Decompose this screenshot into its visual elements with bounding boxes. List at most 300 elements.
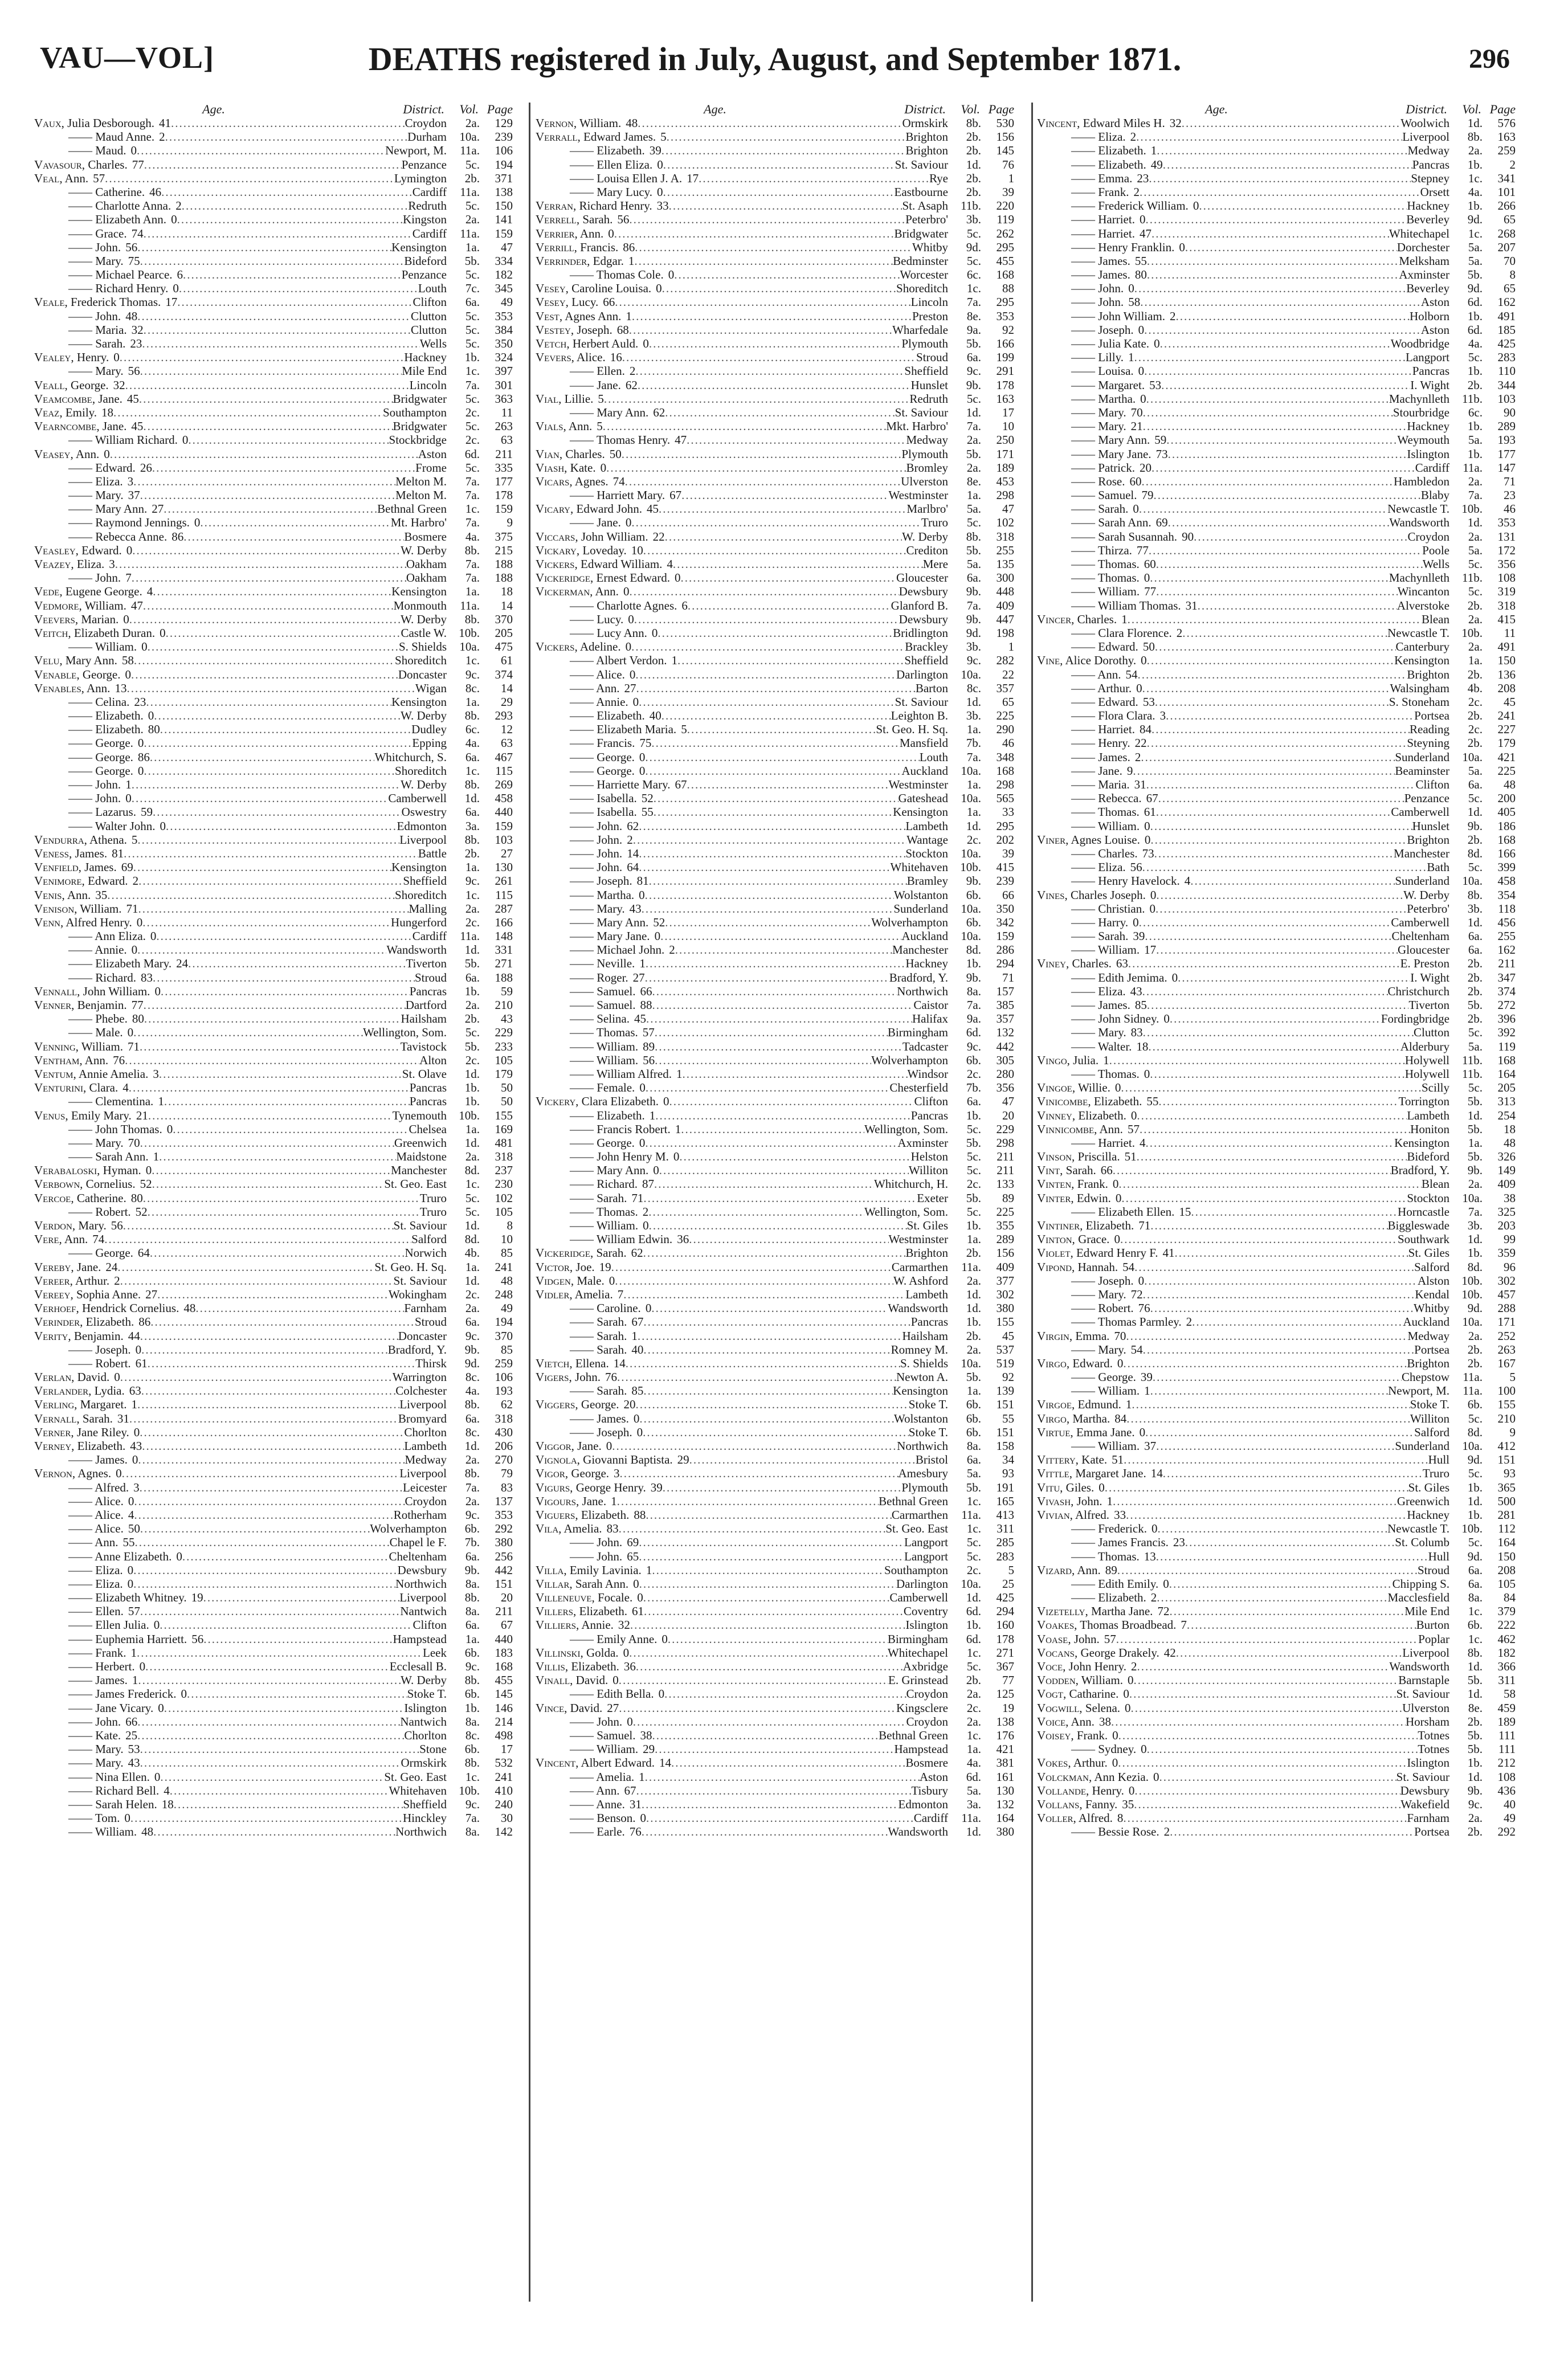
entry-forenames: Harriette Mary. [597, 778, 671, 791]
leader-dots [643, 1191, 917, 1205]
register-entry [536, 1481, 1014, 1494]
leader-dots [1140, 295, 1421, 309]
entry-volume: 5a. [1468, 543, 1483, 557]
leader-dots [1152, 227, 1389, 240]
entry-forenames: Joseph. [597, 1425, 632, 1439]
entry-name [536, 544, 627, 557]
entry-volume: 5c. [966, 226, 981, 240]
entry-age: 0 [1141, 1742, 1147, 1756]
entry-age: 4 [667, 557, 673, 571]
entry-volume: 6b. [966, 915, 981, 929]
entry-volume: 1a. [465, 1632, 480, 1646]
entry-age: 0 [1151, 1522, 1158, 1536]
entry-age: 5 [131, 832, 138, 847]
entry-forenames: Mary. [1098, 1025, 1126, 1040]
entry-page: 83 [501, 1480, 513, 1494]
entry-volume: 2c. [465, 405, 480, 419]
entry-forenames: Agnes. [574, 474, 609, 488]
entry-district: Alverstoke [1396, 598, 1449, 612]
entry-name: —— Joseph. [68, 1342, 131, 1356]
entry-forenames: Mary Ann. [597, 405, 649, 419]
entry-name [1037, 1232, 1109, 1246]
entry-age: 0 [623, 585, 630, 599]
entry-forenames: Edwin. [1076, 1191, 1111, 1205]
entry-age: 71 [631, 1191, 644, 1205]
entry-district: Hailsham [902, 1329, 948, 1343]
entry-volume: 7a. [1468, 488, 1483, 502]
leader-dots [1176, 309, 1410, 323]
entry-volume: 6d. [464, 447, 480, 461]
entry-name: —— Elizabeth Mary. [68, 957, 172, 971]
entry-volume: 2b. [1467, 1714, 1483, 1729]
register-entry [536, 1508, 1014, 1522]
entry-surname: Vernon, [536, 116, 577, 130]
register-entry [34, 1591, 513, 1604]
entry-page: 172 [1497, 543, 1516, 557]
register-entry [1037, 998, 1516, 1012]
entry-age: 7 [125, 571, 132, 585]
entry-age: 1 [675, 1122, 681, 1136]
register-entry [1037, 1784, 1516, 1797]
entry-name [536, 1618, 614, 1632]
entry-forenames: Francis. [597, 736, 635, 750]
entry-district: S. Stoneham [1389, 694, 1449, 709]
register-entry [536, 1577, 1014, 1591]
entry-name: —— John Henry M. [570, 1150, 669, 1164]
register-entry [1037, 130, 1516, 144]
entry-volume: 6b. [464, 1522, 480, 1536]
entry-forenames: John. [1073, 1632, 1100, 1646]
entry-district: Stourbridge [1393, 405, 1449, 419]
register-entry [34, 1205, 513, 1219]
entry-volume: 5c. [1468, 860, 1483, 875]
entry-forenames: George. [597, 1135, 635, 1150]
entry-page: 151 [495, 1576, 513, 1591]
entry-district: Horncastle [1398, 1204, 1449, 1219]
entry-forenames: Richard Henry. [579, 199, 652, 213]
entry-page: 357 [996, 1012, 1014, 1026]
entry-age: 74 [131, 226, 144, 240]
entry-age: 48 [141, 1825, 154, 1839]
leader-dots [635, 668, 896, 681]
entry-district: Stockton [1407, 1191, 1449, 1205]
entry-district: Bradford, Y. [387, 1342, 447, 1356]
entry-name: —— Sarah Ann. [68, 1150, 149, 1164]
entry-age: 0 [1138, 1273, 1145, 1288]
entry-surname: Veasey, [34, 447, 74, 461]
register-entry [34, 1301, 513, 1315]
entry-name [34, 1274, 109, 1288]
leader-dots [636, 681, 916, 695]
entry-district: Pancras [1412, 157, 1449, 171]
register-entry [34, 585, 513, 598]
entry-age: 35 [95, 888, 108, 902]
entry-age: 87 [642, 1177, 654, 1191]
entry-name [1037, 1191, 1111, 1205]
entry-page: 130 [495, 860, 513, 875]
entry-volume: 6a. [1468, 929, 1483, 943]
entry-surname: Veevers, [34, 612, 79, 626]
entry-surname: Veale, [34, 295, 68, 309]
entry-name: —— Rebecca. [1071, 791, 1142, 806]
entry-name: —— Euphemia Harriett. [68, 1632, 187, 1646]
entry-forenames: Sarah. [597, 1342, 627, 1356]
entry-surname: Vavasour, [34, 157, 85, 171]
entry-volume: 8c. [465, 1728, 480, 1742]
entry-volume: 5a. [966, 557, 981, 571]
entry-volume: 11a. [961, 1260, 981, 1274]
entry-age: 54 [1125, 667, 1138, 681]
entry-name [536, 557, 662, 571]
leader-dots [132, 544, 401, 557]
entry-district: Maidstone [396, 1150, 447, 1164]
entry-name: —— Tom. [68, 1811, 120, 1825]
register-entry [34, 668, 513, 681]
entry-page: 199 [996, 350, 1014, 365]
leader-dots [615, 295, 910, 309]
leader-dots [649, 337, 902, 350]
entry-age: 80 [1134, 268, 1147, 282]
entry-page: 19 [1002, 1701, 1014, 1715]
entry-district: Rotherham [393, 1507, 447, 1522]
entry-volume: 6a. [1468, 778, 1483, 791]
entry-district: Sheffield [403, 874, 447, 888]
leader-dots [1124, 1453, 1428, 1466]
register-entry [536, 116, 1014, 130]
entry-district: Gloucester [896, 571, 948, 585]
entry-name: —— Isabella. [570, 805, 637, 819]
entry-volume: 2b. [464, 171, 480, 185]
entry-forenames: Elizabeth. [77, 1439, 126, 1453]
entry-age: 20 [623, 1398, 636, 1412]
entry-surname: Vint, [1037, 1163, 1063, 1178]
entry-page: 353 [996, 309, 1014, 323]
entry-district: Caistor [913, 998, 948, 1012]
entry-age: 55 [1134, 254, 1147, 268]
entry-district: Machynlleth [1389, 391, 1449, 406]
entry-district: Southampton [884, 1563, 948, 1577]
entry-district: Southwark [1398, 1232, 1449, 1247]
entry-forenames: Ann. [67, 888, 91, 902]
register-entry [536, 544, 1014, 557]
entry-volume: 7b. [966, 1081, 981, 1095]
entry-volume: 1c. [1468, 171, 1483, 185]
entry-district: Brighton [1407, 832, 1449, 847]
entry-age: 36 [623, 1660, 636, 1673]
leader-dots [689, 1232, 888, 1246]
leader-dots [146, 695, 391, 709]
leader-dots [166, 626, 401, 640]
entry-district: Newport, M. [385, 144, 447, 158]
entry-page: 392 [1497, 1025, 1516, 1040]
entry-age: 1 [1121, 612, 1128, 626]
entry-district: Bridgwater [894, 226, 948, 240]
register-entry [34, 144, 513, 157]
register-entry [536, 295, 1014, 309]
entry-name [34, 378, 109, 392]
entry-name: —— Thomas. [570, 1025, 638, 1040]
entry-name [536, 1646, 619, 1660]
entry-forenames: Elizabeth Mary. [95, 957, 172, 971]
entry-district: Truro [419, 1204, 447, 1219]
entry-page: 159 [495, 502, 513, 516]
entry-name: —— John William. [1071, 309, 1166, 323]
entry-name: —— Joseph. [1071, 322, 1134, 337]
entry-forenames: Frank. [1076, 1728, 1108, 1742]
entry-name: —— William. [570, 1053, 639, 1067]
register-entry [34, 1274, 513, 1288]
entry-name [34, 860, 117, 874]
entry-name: —— Mary Ann. [1071, 433, 1150, 447]
register-entry [536, 1797, 1014, 1811]
entry-page: 164 [996, 1811, 1014, 1825]
register-entry [1037, 1053, 1516, 1067]
entry-age: 2 [1186, 1315, 1193, 1329]
entry-forenames: Agnes. [77, 1466, 112, 1481]
entry-forenames: John. [597, 1714, 623, 1729]
entry-age: 0 [132, 1453, 138, 1467]
entry-district: Bradford, Y. [1390, 1163, 1449, 1178]
entry-district: Tavistock [400, 1039, 447, 1053]
register-entry [536, 1811, 1014, 1825]
entry-volume: 9d. [1467, 281, 1483, 296]
entry-age: 29 [677, 1453, 689, 1467]
entry-district: Aston [418, 447, 447, 461]
register-entry [536, 1177, 1014, 1191]
entry-volume: 10b. [459, 626, 480, 640]
entry-name: —— Eliza. [1071, 984, 1126, 998]
entry-volume: 10b. [1461, 1287, 1483, 1301]
register-entry [536, 1756, 1014, 1770]
entry-district: Amesbury [898, 1466, 948, 1481]
entry-page: 11 [501, 405, 513, 419]
entry-name [34, 392, 122, 406]
entry-district: Bosmere [404, 529, 447, 544]
entry-name [34, 1260, 101, 1274]
entry-name: —— Elizabeth. [570, 144, 645, 158]
entry-name: —— Edward. [1071, 694, 1138, 709]
leader-dots [1148, 1040, 1400, 1053]
entry-name [1037, 1122, 1123, 1136]
entry-page: 409 [996, 598, 1014, 612]
entry-page: 77 [1002, 1673, 1014, 1687]
entry-forenames: Charles. [1072, 957, 1112, 971]
leader-dots [669, 1094, 914, 1108]
entry-page: 39 [1002, 846, 1014, 860]
entry-surname: Vickers, [536, 557, 578, 571]
entry-district: Woodbridge [1390, 337, 1449, 350]
entry-volume: 1c. [465, 763, 480, 778]
register-entry [536, 281, 1014, 295]
register-entry [34, 929, 513, 943]
entry-page: 186 [1497, 819, 1516, 833]
entry-page: 12 [501, 722, 513, 737]
entry-page: 84 [1504, 1591, 1516, 1605]
leader-dots [659, 1163, 909, 1177]
entry-district: Bosmere [905, 1756, 948, 1770]
entry-name: —— Roger. [570, 970, 628, 984]
entry-district: Preston [912, 309, 948, 323]
entry-surname: Vittery, [1037, 1453, 1079, 1467]
entry-district: Kensington [391, 240, 447, 254]
entry-age: 4 [1184, 874, 1191, 888]
entry-forenames: Emma. [1098, 171, 1133, 185]
entry-surname: Vinnicombe, [1037, 1122, 1097, 1136]
entry-forenames: Edward Henry F. [1076, 1246, 1158, 1260]
entry-age: 56 [125, 240, 138, 254]
entry-page: 227 [1497, 722, 1516, 737]
entry-district: Fordingbridge [1381, 1012, 1449, 1026]
entry-surname: Vivash, [1037, 1494, 1074, 1508]
entry-district: Kensington [1394, 653, 1449, 668]
register-entry [1037, 309, 1516, 323]
entry-forenames: Joseph. [1098, 322, 1134, 337]
entry-district: Clifton [1415, 778, 1449, 791]
entry-surname: Vokes, [1037, 1756, 1071, 1770]
entry-age: 0 [1138, 364, 1145, 378]
entry-district: Auckland [901, 763, 948, 778]
entry-name: —— Thomas Cole. [570, 268, 664, 282]
entry-page: 212 [1497, 1756, 1516, 1770]
entry-page: 150 [495, 199, 513, 213]
entry-page: 79 [501, 1466, 513, 1481]
entry-district: Blean [1422, 1177, 1449, 1191]
entry-page: 229 [495, 1025, 513, 1040]
leader-dots [1153, 1370, 1402, 1384]
entry-age: 0 [1163, 1012, 1170, 1026]
entry-district: St. Saviour [1396, 1687, 1449, 1701]
register-entry [1037, 1150, 1516, 1163]
entry-volume: 11a. [460, 226, 480, 240]
leader-dots [643, 1384, 893, 1398]
register-entry [34, 199, 513, 213]
entry-page: 530 [996, 116, 1014, 130]
entry-page: 145 [495, 1687, 513, 1701]
entry-name [536, 502, 642, 516]
entry-district: Northwich [897, 1439, 948, 1453]
entry-volume: 3b. [966, 709, 981, 723]
leader-dots [182, 199, 409, 213]
entry-surname: Vizetelly, [1037, 1604, 1088, 1619]
entry-age: 62 [631, 1246, 643, 1260]
entry-name: —— William. [1071, 1384, 1140, 1398]
entry-name [1037, 1246, 1158, 1260]
entry-district: Farnham [404, 1301, 447, 1315]
leader-dots [1133, 764, 1395, 778]
entry-page: 155 [996, 1315, 1014, 1329]
entry-volume: 5c. [966, 1122, 981, 1136]
entry-name [1037, 1811, 1113, 1825]
entry-page: 370 [495, 612, 513, 626]
entry-district: Tiverton [1408, 998, 1449, 1012]
entry-forenames: George. [571, 1466, 610, 1481]
register-entry [536, 722, 1014, 736]
page-heading: Page [988, 103, 1014, 116]
leader-dots [160, 1770, 384, 1784]
entry-surname: Veall, [34, 378, 68, 392]
entry-district: Chelsea [409, 1122, 447, 1136]
entry-district: Monmouth [393, 598, 447, 612]
leader-dots [1143, 1025, 1414, 1039]
entry-name [34, 447, 99, 461]
entry-district: Salford [1414, 1260, 1449, 1274]
entry-forenames: Mary. [95, 1135, 124, 1150]
entry-surname: Verity, [34, 1329, 71, 1343]
register-entry [34, 171, 513, 185]
entry-district: Penzance [1404, 791, 1449, 806]
entry-volume: 7b. [966, 736, 981, 750]
entry-age: 81 [636, 874, 649, 888]
entry-volume: 5b. [966, 447, 981, 461]
entry-name: —— Herbert. [68, 1660, 135, 1673]
entry-forenames: John Henry. [1068, 1660, 1126, 1673]
entry-age: 17 [687, 171, 699, 185]
entry-age: 50 [1142, 640, 1155, 654]
entry-volume: 9c. [966, 1039, 981, 1053]
entry-district: W. Derby [1403, 888, 1449, 902]
entry-age: 14 [1150, 1466, 1163, 1481]
leader-dots [140, 1481, 403, 1494]
entry-forenames: Mary. [95, 488, 124, 502]
register-entry [1037, 1384, 1516, 1398]
entry-page: 171 [1497, 1315, 1516, 1329]
entry-district: Shoreditch [395, 653, 447, 668]
entry-name: —— Ellen Eliza. [570, 157, 653, 171]
entry-age: 2 [627, 832, 633, 847]
entry-page: 138 [495, 185, 513, 199]
leader-dots [1123, 1356, 1407, 1370]
leader-dots [1190, 874, 1395, 888]
entry-volume: 1a. [966, 488, 981, 502]
entry-volume: 9b. [1467, 1163, 1483, 1178]
entry-forenames: Rebecca. [1098, 791, 1142, 806]
leader-dots [133, 1563, 398, 1577]
entry-age: 31 [1185, 598, 1198, 612]
entry-forenames: Elizabeth. [579, 1604, 628, 1619]
entry-forenames: Benjamin. [77, 998, 127, 1012]
entry-page: 65 [1002, 694, 1014, 709]
entry-forenames: George. [581, 1398, 619, 1412]
entry-forenames: Annie Amelia. [78, 1066, 149, 1081]
entry-page: 229 [996, 1122, 1014, 1136]
register-entry [536, 984, 1014, 998]
entry-name [34, 902, 122, 916]
register-entry [1037, 557, 1516, 571]
leader-dots [652, 998, 914, 1012]
leader-dots [1143, 1288, 1415, 1301]
entry-name: —— Edward. [1071, 640, 1138, 654]
entry-age: 0 [674, 571, 681, 585]
entry-volume: 4a. [1468, 185, 1483, 199]
entry-age: 88 [640, 998, 652, 1012]
entry-district: St. Saviour [393, 1219, 447, 1232]
entry-name: —— Harriet. [1071, 722, 1135, 737]
entry-volume: 11a. [460, 185, 480, 199]
entry-name: —— John. [68, 571, 121, 585]
leader-dots [126, 681, 415, 695]
entry-page: 239 [996, 874, 1014, 888]
register-entry [536, 1618, 1014, 1632]
register-entry [1037, 1136, 1516, 1150]
entry-district: Gloucester [1398, 943, 1449, 957]
entry-forenames: George. [82, 667, 121, 681]
entry-age: 7 [617, 1287, 624, 1301]
leader-dots [133, 1025, 363, 1039]
register-entry [536, 1122, 1014, 1136]
entry-district: W. Derby [902, 529, 948, 544]
leader-dots [636, 1784, 912, 1797]
leader-dots [1143, 1343, 1415, 1356]
